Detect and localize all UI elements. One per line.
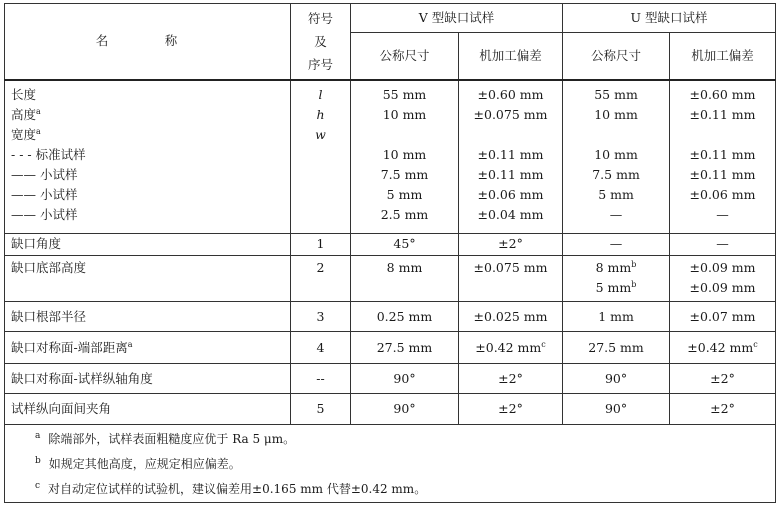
row-name: 缺口底部高度 xyxy=(5,256,291,302)
row-symbol: 5 xyxy=(291,394,351,425)
header-u-tolerance: 机加工偏差 xyxy=(670,33,776,80)
dimension-symbols: l h w xyxy=(291,80,351,234)
v-tolerance-cell: ±2° xyxy=(459,364,563,394)
specimen-tolerance-table xyxy=(4,3,776,503)
table-row xyxy=(5,234,776,256)
v-nominal-cell: 90° xyxy=(351,394,459,425)
u-nominal-values: 55 mm 10 mm 10 mm 7.5 mm 5 mm — xyxy=(563,80,670,234)
v-nominal-cell: 90° xyxy=(351,364,459,394)
header-v-tolerance: 机加工偏差 xyxy=(459,33,563,80)
row-symbol: 4 xyxy=(291,332,351,364)
specimen-tolerance-table-container xyxy=(4,3,775,510)
footnote-row xyxy=(5,425,776,453)
v-tolerance-cell: ±0.075 mm xyxy=(459,256,563,302)
v-nominal-cell: 8 mm xyxy=(351,256,459,302)
u-tolerance-cell: ±0.07 mm xyxy=(670,302,776,332)
table-row xyxy=(5,394,776,425)
footnote-row xyxy=(5,477,776,503)
footnote-b: $^b$ 如规定其他高度，应规定相应偏差。 xyxy=(5,452,776,477)
u-nominal-cell: 27.5 mm xyxy=(563,332,670,364)
table-row xyxy=(5,364,776,394)
row-name: 缺口根部半径 xyxy=(5,302,291,332)
row-symbol: 2 xyxy=(291,256,351,302)
u-nominal-cell: — xyxy=(563,234,670,256)
table-row xyxy=(5,80,776,234)
u-tolerance-cell: — xyxy=(670,234,776,256)
header-u-nominal: 公称尺寸 xyxy=(563,33,670,80)
table-row xyxy=(5,332,776,364)
header-u-group: U 型缺口试样 xyxy=(563,4,776,33)
v-nominal-values: 55 mm 10 mm 10 mm 7.5 mm 5 mm 2.5 mm xyxy=(351,80,459,234)
row-name: 试样纵向面间夹角 xyxy=(5,394,291,425)
footnote-row xyxy=(5,452,776,477)
u-nominal-cell: 8 $mm^b$ 5 $mm^b$ xyxy=(563,256,670,302)
row-symbol: 3 xyxy=(291,302,351,332)
u-nominal-cell: 90° xyxy=(563,364,670,394)
u-nominal-cell: 1 mm xyxy=(563,302,670,332)
v-nominal-cell: 0.25 mm xyxy=(351,302,459,332)
table-row xyxy=(5,256,776,302)
u-tolerance-cell: ±0.09 mm ±0.09 mm xyxy=(670,256,776,302)
v-nominal-cell: 45° xyxy=(351,234,459,256)
u-tolerance-cell: ±2° xyxy=(670,364,776,394)
row-name: 缺口对称面-试样纵轴角度 xyxy=(5,364,291,394)
u-tolerance-cell: ±2° xyxy=(670,394,776,425)
row-name: 缺口角度 xyxy=(5,234,291,256)
table-row xyxy=(5,302,776,332)
v-tolerance-cell: ±2° xyxy=(459,234,563,256)
dimension-names: 长度 高度$^a$ 宽度$^a$ - - - 标准试样 —— 小试样 —— 小试样 —— 小试样 xyxy=(5,80,291,234)
header-v-group: V 型缺口试样 xyxy=(351,4,563,33)
header-name: 名 称 xyxy=(5,4,291,80)
u-nominal-cell: 90° xyxy=(563,394,670,425)
v-tolerance-cell: ±0.42 $mm^c$ xyxy=(459,332,563,364)
v-tolerance-cell: ±2° xyxy=(459,394,563,425)
row-symbol: 1 xyxy=(291,234,351,256)
v-tolerance-cell: ±0.025 mm xyxy=(459,302,563,332)
footnote-a: $^a$ 除端部外，试样表面粗糙度应优于 Ra 5 μm。 xyxy=(5,425,776,453)
header-symbol: 符号 及 序号 xyxy=(291,4,351,80)
u-tolerance-cell: ±0.42 $mm^c$ xyxy=(670,332,776,364)
v-tolerance-values: ±0.60 mm ±0.075 mm ±0.11 mm ±0.11 mm ±0.06 mm ±0.04 mm xyxy=(459,80,563,234)
row-name: 缺口对称面-端部距离$^a$ xyxy=(5,332,291,364)
header-v-nominal: 公称尺寸 xyxy=(351,33,459,80)
row-symbol: -- xyxy=(291,364,351,394)
v-nominal-cell: 27.5 mm xyxy=(351,332,459,364)
u-tolerance-values: ±0.60 mm ±0.11 mm ±0.11 mm ±0.11 mm ±0.06 mm — xyxy=(670,80,776,234)
footnote-c: $^c$ 对自动定位试样的试验机，建议偏差用±0.165 mm 代替±0.42 mm。 xyxy=(5,477,776,503)
